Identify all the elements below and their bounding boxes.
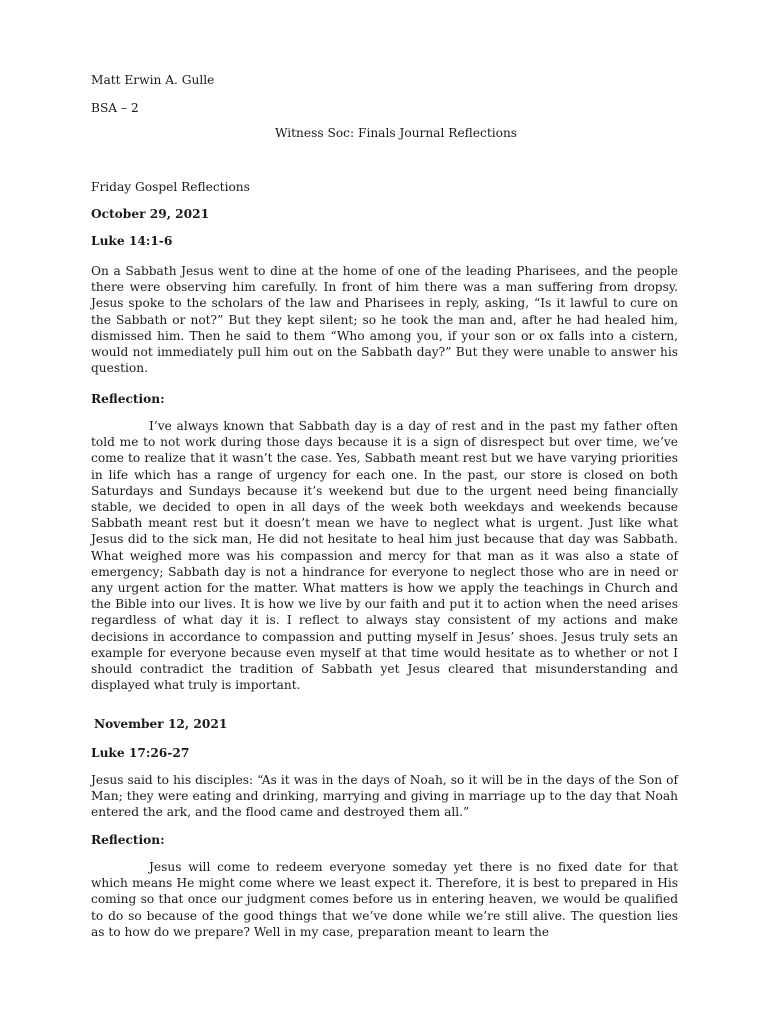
course-section: BSA – 2 [91, 101, 139, 115]
reflection-label: Reflection: [91, 833, 165, 847]
entry-date: November 12, 2021 [94, 717, 228, 731]
section-title: Friday Gospel Reflections [91, 180, 250, 194]
document-title: Witness Soc: Finals Journal Reflections [274, 126, 518, 140]
gospel-passage: On a Sabbath Jesus went to dine at the home of one of the leading Pharisees, and the people there were observing him carefully. In front of him there was a man suffering from dropsy. Jesus spoke to the scholars of the law and Pharisees in reply, asking, “Is it lawful to cure on the Sabbath or not?” But they kept silent; so he took the man and, after he had healed him, dismissed him. Then he said to them “Who among you, if your son or ox falls into a cistern, would not immediately pull him out on the Sabbath day?” But they were unable to answer his question. [91, 264, 678, 376]
entry-reading: Luke 17:26-27 [91, 746, 190, 760]
reflection-text: I’ve always known that Sabbath day is a day of rest and in the past my father often told me to not work during those days because it is a sign of disrespect but over time, we’ve come to realize that it wasn’t the case. Yes, Sabbath meant rest but we have varying priorities in life which has a range of urgency for each one. In the past, our store is closed on both Saturdays and Sundays because it’s weekend but due to the urgent need being financially stable, we decided to open in all days of the week both weekdays and weekends because Sabbath meant rest but it doesn’t mean we have to neglect what is urgent. Just like what Jesus did to the sick man, He did not hesitate to heal him just because that day was Sabbath. What weighed more was his compassion and mercy for that man as it was also a state of emergency; Sabbath day is not a hindrance for everyone to neglect those who are in need or any urgent action for the matter. What matters is how we apply the teachings in Church and the Bible into our lives. It is how we live by our faith and put it to action when the need arises regardless of what day it is. I reflect to always stay consistent of my actions and make decisions in accordance to compassion and putting myself in Jesus’ shoes. Jesus truly sets an example for everyone because even myself at that time would hesitate as to whether or not I should contradict the tradition of Sabbath yet Jesus cleared that misunderstanding and displayed what truly is important. [91, 419, 678, 693]
author-name: Matt Erwin A. Gulle [91, 73, 215, 87]
gospel-passage: Jesus said to his disciples: “As it was in the days of Noah, so it will be in the days of the Son of Man; they were eating and drinking, marrying and giving in marriage up to the day that Noah entered the ark, and the flood came and destroyed them all.” [91, 773, 678, 820]
entry-date: October 29, 2021 [91, 207, 210, 221]
entry-reading: Luke 14:1-6 [91, 234, 173, 248]
reflection-label: Reflection: [91, 392, 165, 406]
reflection-text: Jesus will come to redeem everyone someday yet there is no fixed date for that which means He might come where we least expect it. Therefore, it is best to prepared in His coming so that once our judgment comes before us in entering heaven, we would be qualified to do so because of the good things that we’ve done while we’re still alive. The question lies as to how do we prepare? Well in my case, preparation meant to learn the [91, 860, 678, 939]
